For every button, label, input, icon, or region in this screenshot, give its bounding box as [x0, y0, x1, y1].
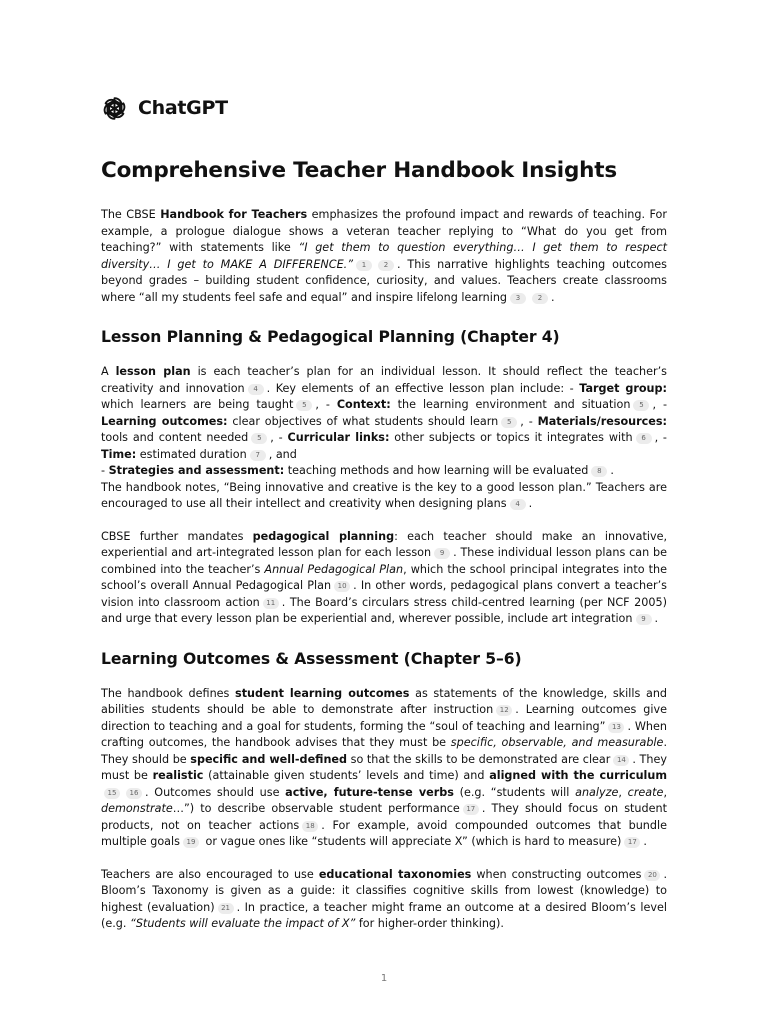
- citation-badge[interactable]: 7: [250, 450, 266, 461]
- citation-badge[interactable]: 9: [636, 614, 652, 625]
- openai-logo-icon: [101, 95, 128, 122]
- citation-badge[interactable]: 10: [334, 581, 350, 592]
- citation-badge[interactable]: 3: [510, 293, 526, 304]
- citation-badge[interactable]: 12: [496, 705, 512, 716]
- citation-badge[interactable]: 11: [263, 598, 279, 609]
- citation-badge[interactable]: 4: [510, 499, 526, 510]
- citation-badge[interactable]: 5: [501, 417, 517, 428]
- citation-badge[interactable]: 5: [633, 400, 649, 411]
- citation-badge[interactable]: 2: [532, 293, 548, 304]
- citation-badge[interactable]: 14: [613, 755, 629, 766]
- section-heading-lesson-planning: Lesson Planning & Pedagogical Planning (Chapter 4): [101, 328, 560, 346]
- document-page: [101, 93, 667, 933]
- citation-badge[interactable]: 17: [463, 804, 479, 815]
- citation-badge[interactable]: 9: [434, 548, 450, 559]
- citation-badge[interactable]: 1: [356, 260, 372, 271]
- lesson-plan-paragraph: A lesson plan is each teacher’s plan for an individual lesson. It should reflect the teacher’s creativity and innovation 4 . Key elements of an effective lesson plan include: - Target group: which learners are being taught 5 , - Context: the learning environment and situation 5 , - Learning outcomes: clear objectives of what students should learn 5 , - Materials/resources: tools and content needed 5 , - Curricular links: other subjects or topics it integrates with 6 , - Time: estimated duration 7 , and - Strategies and assessment: teaching methods and how learning will be evaluated 8 . The handbook notes, “Being innovative and creative is the key to a good lesson plan.” Teachers are encouraged to use all their intellect and creativity when designing plans 4 .: [101, 365, 667, 510]
- citation-badge[interactable]: 5: [251, 433, 267, 444]
- page-title: Comprehensive Teacher Handbook Insights: [101, 158, 617, 183]
- citation-badge[interactable]: 16: [126, 788, 142, 799]
- page-number: 1: [380, 973, 388, 984]
- brand-name: ChatGPT: [138, 97, 228, 119]
- citation-badge[interactable]: 15: [104, 788, 120, 799]
- brand-header: [101, 93, 667, 123]
- citation-badge[interactable]: 17: [624, 837, 640, 848]
- citation-badge[interactable]: 4: [248, 384, 264, 395]
- citation-badge[interactable]: 21: [218, 903, 234, 914]
- citation-badge[interactable]: 13: [608, 722, 624, 733]
- section-heading-learning-outcomes: Learning Outcomes & Assessment (Chapter 5–6): [101, 649, 522, 668]
- citation-badge[interactable]: 18: [302, 821, 318, 832]
- citation-badge[interactable]: 6: [636, 433, 652, 444]
- citation-badge[interactable]: 19: [183, 837, 199, 848]
- citation-badge[interactable]: 8: [591, 466, 607, 477]
- citation-badge[interactable]: 5: [296, 400, 312, 411]
- learning-outcomes-paragraph: The handbook defines student learning outcomes as statements of the knowledge, skills and abilities students should be able to demonstrate after instruction 12 . Learning outcomes give direction to teaching and a goal for students, forming the “soul of teaching and learning” 13 . When crafting outcomes, the handbook advises that they must be specific, observable, and measurable. They should be specific and well-defined so that the skills to be demonstrated are clear 14 . They must be realistic (attainable given students’ levels and time) and aligned with the curriculum15 16 . Outcomes should use active, future-tense verbs (e.g. “students will analyze, create, demonstrate…”) to describe observable student performance 17 . They should focus on student products, not on teacher actions 18 . For example, avoid compounded outcomes that bundle multiple goals 19 or vague ones like “students will appreciate X” (which is hard to measure) 17 .: [101, 686, 668, 848]
- intro-paragraph: The CBSE Handbook for Teachers emphasizes the profound impact and rewards of teaching. For example, a prologue dialogue shows a veteran teacher replying to “What do you get from teaching?” with statements like “I get them to question everything… I get them to respect diversity… I get to MAKE A DIFFERENCE.” 1 2 . This narrative highlights teaching outcomes beyond grades – building student confidence, curiosity, and values. Teachers create classrooms where “all my students feel safe and equal” and inspire lifelong learning 3 2 .: [101, 208, 668, 304]
- citation-badge[interactable]: 20: [644, 870, 660, 881]
- taxonomy-paragraph: Teachers are also encouraged to use educational taxonomies when constructing outcomes 20 . Bloom’s Taxonomy is given as a guide: it classifies cognitive skills from lowest (knowledge) to highest (evaluation) 21 . In practice, a teacher might frame an outcome at a desired Bloom’s level (e.g. “Students will evaluate the impact of X” for higher-order thinking).: [101, 867, 667, 930]
- pedagogical-planning-paragraph: CBSE further mandates pedagogical planning: each teacher should make an innovative, experiential and art-integrated lesson plan for each lesson 9 . These individual lesson plans can be combined into the teacher’s Annual Pedagogical Plan, which the school principal integrates into the school’s overall Annual Pedagogical Plan 10 . In other words, pedagogical plans convert a teacher’s vision into classroom action 11 . The Board’s circulars stress child-centred learning (per NCF 2005) and urge that every lesson plan be experiential and, wherever possible, include art integration 9 .: [101, 529, 668, 625]
- citation-badge[interactable]: 2: [378, 260, 394, 271]
